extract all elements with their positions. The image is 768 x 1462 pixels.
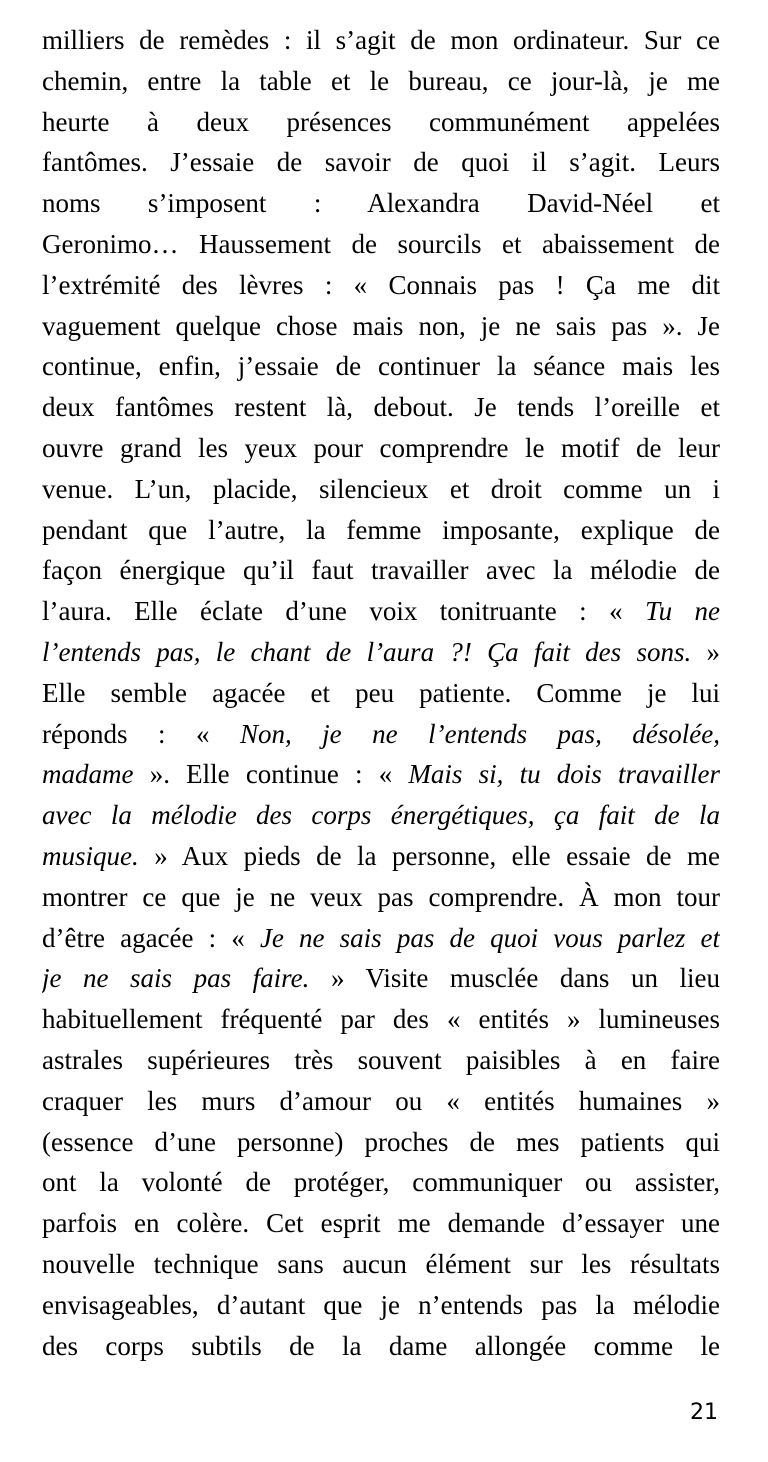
text-line: [42, 183, 720, 224]
text-segment: ont la volonté de protéger, communiquer ou assister,: [42, 1167, 720, 1198]
italic-quote-segment: avec la mélodie des corps énergétiques, ça fait de la: [42, 800, 720, 831]
text-segment: des corps subtils de la dame allongée comme le: [42, 1330, 720, 1361]
text-line: [42, 306, 720, 347]
text-segment: pendant que l’autre, la femme imposante, explique de: [42, 514, 720, 545]
text-line: [42, 877, 720, 918]
text-segment: Geronimo… Haussement de sourcils et abaissement de: [42, 228, 720, 259]
text-segment: » Visite musclée dans un lieu: [309, 963, 720, 994]
text-line: [42, 754, 720, 795]
text-line: [42, 1081, 720, 1122]
text-segment: façon énergique qu’il faut travailler avec la mélodie de: [42, 555, 720, 586]
italic-quote-segment: Tu ne: [645, 596, 720, 627]
text-segment: vaguement quelque chose mais non, je ne sais pas ». Je: [42, 310, 720, 341]
text-segment: nouvelle technique sans aucun élément sur les résultats: [42, 1248, 720, 1279]
text-segment: » Aux pieds de la personne, elle essaie de me: [138, 840, 720, 871]
text-line: [42, 918, 720, 959]
text-line: [42, 999, 720, 1040]
text-line: [42, 265, 720, 306]
text-line: [42, 1203, 720, 1244]
text-segment: astrales supérieures très souvent paisibles à en faire: [42, 1044, 720, 1075]
page-number: 21: [690, 1400, 718, 1425]
text-line: [42, 61, 720, 102]
text-line: [42, 1285, 720, 1326]
text-line: [42, 1040, 720, 1081]
text-line: [42, 673, 720, 714]
text-line: [42, 632, 720, 673]
italic-quote-segment: l’entends pas, le chant de l’aura ?! Ça fait des sons.: [42, 636, 692, 667]
italic-quote-segment: je ne sais pas faire.: [42, 963, 310, 994]
text-segment: heurte à deux présences communément appelées: [42, 106, 720, 137]
text-line: [42, 795, 720, 836]
text-segment: ». Elle continue : «: [133, 759, 409, 790]
text-segment: »: [691, 636, 720, 667]
text-segment: craquer les murs d’amour ou « entités humaines »: [42, 1085, 720, 1116]
text-line: [42, 428, 720, 469]
text-line: [42, 836, 720, 877]
text-line: [42, 591, 720, 632]
text-segment: réponds : «: [42, 718, 240, 749]
text-segment: fantômes. J’essaie de savoir de quoi il s’agit. Leurs: [42, 147, 720, 178]
text-line: [42, 550, 720, 591]
text-segment: ouvre grand les yeux pour comprendre le motif de leur: [42, 432, 720, 463]
text-segment: noms s’imposent : Alexandra David-Néel et: [42, 188, 720, 219]
italic-quote-segment: Mais si, tu dois travailler: [408, 759, 720, 790]
text-segment: d’être agacée : «: [42, 922, 260, 953]
text-segment: (essence d’une personne) proches de mes patients qui: [42, 1126, 720, 1157]
italic-quote-segment: Je ne sais pas de quoi vous parlez et: [259, 922, 720, 953]
italic-quote-segment: musique.: [42, 840, 139, 871]
text-line: [42, 1244, 720, 1285]
text-line: [42, 469, 720, 510]
text-segment: envisageables, d’autant que je n’entends pas la mélodie: [42, 1289, 720, 1320]
text-line: [42, 510, 720, 551]
text-segment: deux fantômes restent là, debout. Je tends l’oreille et: [42, 392, 720, 423]
text-segment: parfois en colère. Cet esprit me demande d’essayer une: [42, 1208, 720, 1239]
italic-quote-segment: Non, je ne l’entends pas, désolée,: [239, 718, 720, 749]
body-paragraph: [42, 20, 720, 1366]
text-segment: l’aura. Elle éclate d’une voix tonitruante : «: [42, 596, 646, 627]
text-line: [42, 102, 720, 143]
text-line: [42, 1326, 720, 1367]
text-segment: chemin, entre la table et le bureau, ce jour-là, je me: [42, 65, 720, 96]
text-segment: l’extrémité des lèvres : « Connais pas ! Ça me dit: [42, 269, 720, 300]
text-segment: habituellement fréquenté par des « entités » lumineuses: [42, 1004, 720, 1035]
text-segment: montrer ce que je ne veux pas comprendre. À mon tour: [42, 881, 720, 912]
text-line: [42, 224, 720, 265]
text-segment: venue. L’un, placide, silencieux et droit comme un i: [42, 473, 720, 504]
text-segment: Elle semble agacée et peu patiente. Comme je lui: [42, 677, 720, 708]
text-line: [42, 20, 720, 61]
text-line: [42, 142, 720, 183]
italic-quote-segment: madame: [42, 759, 134, 790]
text-line: [42, 714, 720, 755]
text-line: [42, 387, 720, 428]
text-line: [42, 1162, 720, 1203]
text-segment: continue, enfin, j’essaie de continuer la séance mais les: [42, 351, 720, 382]
text-line: [42, 1122, 720, 1163]
text-line: [42, 346, 720, 387]
text-segment: milliers de remèdes : il s’agit de mon ordinateur. Sur ce: [42, 25, 720, 55]
text-line: [42, 958, 720, 999]
